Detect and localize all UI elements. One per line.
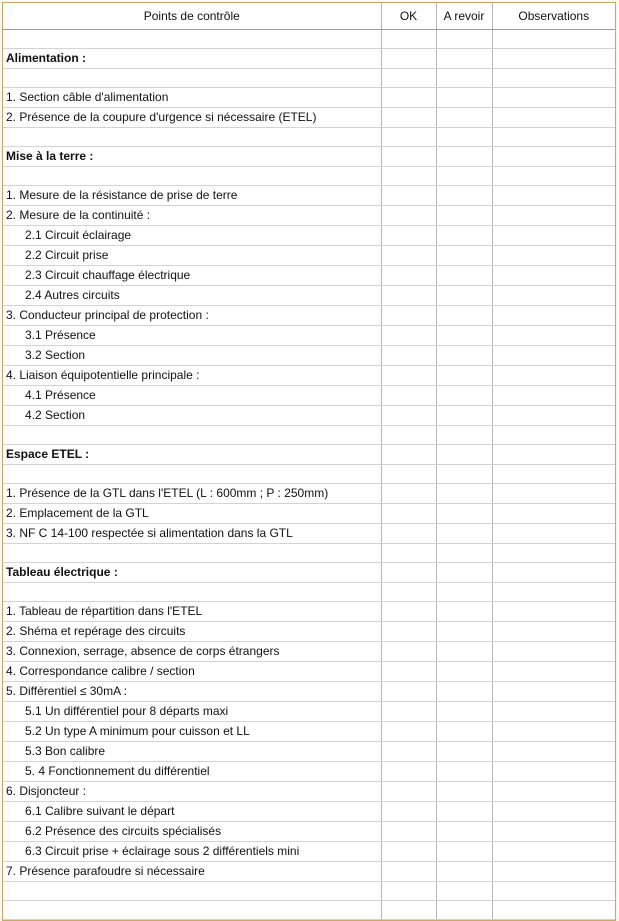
a-revoir-cell[interactable]: [436, 682, 492, 702]
observations-cell[interactable]: [492, 544, 615, 563]
a-revoir-cell[interactable]: [436, 406, 492, 426]
observations-cell[interactable]: [492, 504, 615, 524]
a-revoir-cell[interactable]: [436, 544, 492, 563]
observations-cell[interactable]: [492, 206, 615, 226]
observations-cell[interactable]: [492, 862, 615, 882]
ok-cell[interactable]: [381, 662, 436, 682]
a-revoir-cell[interactable]: [436, 266, 492, 286]
checkpoint-label: [3, 69, 381, 88]
checkpoint-label: 3. Connexion, serrage, absence de corps étrangers: [3, 642, 381, 662]
ok-cell[interactable]: [381, 642, 436, 662]
table-row: [3, 642, 615, 662]
table-row: [3, 722, 615, 742]
checkpoint-label: 5. Différentiel ≤ 30mA :: [3, 682, 381, 702]
table-row: [3, 286, 615, 306]
a-revoir-cell[interactable]: [436, 702, 492, 722]
ok-cell[interactable]: [381, 30, 436, 49]
a-revoir-cell[interactable]: [436, 346, 492, 366]
checkpoint-label: 2. Shéma et repérage des circuits: [3, 622, 381, 642]
observations-cell[interactable]: [492, 306, 615, 326]
ok-cell[interactable]: [381, 445, 436, 465]
ok-cell[interactable]: [381, 386, 436, 406]
table-row: [3, 108, 615, 128]
checkpoint-label: 2. Emplacement de la GTL: [3, 504, 381, 524]
checkpoint-label: 2. Mesure de la continuité :: [3, 206, 381, 226]
checkpoint-label: 6.2 Présence des circuits spécialisés: [3, 822, 381, 842]
observations-cell[interactable]: [492, 682, 615, 702]
observations-cell[interactable]: [492, 49, 615, 69]
a-revoir-cell[interactable]: [436, 602, 492, 622]
observations-cell[interactable]: [492, 782, 615, 802]
ok-cell[interactable]: [381, 882, 436, 901]
table-row: [3, 822, 615, 842]
observations-cell[interactable]: [492, 88, 615, 108]
a-revoir-cell[interactable]: [436, 504, 492, 524]
checkpoint-label: 2.3 Circuit chauffage électrique: [3, 266, 381, 286]
observations-cell[interactable]: [492, 802, 615, 822]
ok-cell[interactable]: [381, 266, 436, 286]
checkpoint-label: 1. Présence de la GTL dans l'ETEL (L : 600mm ; P : 250mm): [3, 484, 381, 504]
observations-cell[interactable]: [492, 286, 615, 306]
observations-cell[interactable]: [492, 406, 615, 426]
table-row: [3, 406, 615, 426]
ok-cell[interactable]: [381, 802, 436, 822]
ok-cell[interactable]: [381, 69, 436, 88]
a-revoir-cell[interactable]: [436, 88, 492, 108]
a-revoir-cell[interactable]: [436, 662, 492, 682]
header-points-de-controle: Points de contrôle: [3, 3, 381, 30]
a-revoir-cell[interactable]: [436, 822, 492, 842]
observations-cell[interactable]: [492, 722, 615, 742]
table-row: [3, 762, 615, 782]
section-row: [3, 49, 615, 69]
section-row: [3, 445, 615, 465]
header-observations: Observations: [492, 3, 615, 30]
a-revoir-cell[interactable]: [436, 842, 492, 862]
a-revoir-cell[interactable]: [436, 167, 492, 186]
a-revoir-cell[interactable]: [436, 524, 492, 544]
checkpoint-label: [3, 426, 381, 445]
a-revoir-cell[interactable]: [436, 563, 492, 583]
checkpoint-label: 2.2 Circuit prise: [3, 246, 381, 266]
ok-cell[interactable]: [381, 782, 436, 802]
a-revoir-cell[interactable]: [436, 862, 492, 882]
ok-cell[interactable]: [381, 108, 436, 128]
table-row: [3, 602, 615, 622]
blank-row: [3, 882, 615, 901]
a-revoir-cell[interactable]: [436, 147, 492, 167]
checkpoint-label: [3, 167, 381, 186]
checkpoint-label: 1. Section câble d'alimentation: [3, 88, 381, 108]
checkpoint-label: 3. NF C 14-100 respectée si alimentation dans la GTL: [3, 524, 381, 544]
a-revoir-cell[interactable]: [436, 762, 492, 782]
a-revoir-cell[interactable]: [436, 445, 492, 465]
table-row: [3, 782, 615, 802]
ok-cell[interactable]: [381, 622, 436, 642]
ok-cell[interactable]: [381, 484, 436, 504]
table-row: [3, 306, 615, 326]
ok-cell[interactable]: [381, 167, 436, 186]
a-revoir-cell[interactable]: [436, 722, 492, 742]
ok-cell[interactable]: [381, 822, 436, 842]
a-revoir-cell[interactable]: [436, 802, 492, 822]
observations-cell[interactable]: [492, 642, 615, 662]
a-revoir-cell[interactable]: [436, 306, 492, 326]
ok-cell[interactable]: [381, 722, 436, 742]
section-title: Mise à la terre :: [3, 147, 381, 167]
observations-cell[interactable]: [492, 465, 615, 484]
ok-cell[interactable]: [381, 306, 436, 326]
blank-row: [3, 69, 615, 88]
section-title: Espace ETEL :: [3, 445, 381, 465]
ok-cell[interactable]: [381, 583, 436, 602]
observations-cell[interactable]: [492, 583, 615, 602]
ok-cell[interactable]: [381, 246, 436, 266]
ok-cell[interactable]: [381, 346, 436, 366]
ok-cell[interactable]: [381, 702, 436, 722]
a-revoir-cell[interactable]: [436, 246, 492, 266]
checkpoint-label: 7. Présence parafoudre si nécessaire: [3, 862, 381, 882]
ok-cell[interactable]: [381, 504, 436, 524]
checkpoint-label: 4. Correspondance calibre / section: [3, 662, 381, 682]
table-row: [3, 326, 615, 346]
ok-cell[interactable]: [381, 465, 436, 484]
ok-cell[interactable]: [381, 286, 436, 306]
checkpoint-label: [3, 30, 381, 49]
ok-cell[interactable]: [381, 862, 436, 882]
observations-cell[interactable]: [492, 742, 615, 762]
a-revoir-cell[interactable]: [436, 128, 492, 147]
a-revoir-cell[interactable]: [436, 30, 492, 49]
ok-cell[interactable]: [381, 524, 436, 544]
checklist-table: [3, 3, 615, 920]
a-revoir-cell[interactable]: [436, 69, 492, 88]
blank-row: [3, 544, 615, 563]
ok-cell[interactable]: [381, 563, 436, 583]
ok-cell[interactable]: [381, 602, 436, 622]
table-row: [3, 862, 615, 882]
blank-row: [3, 583, 615, 602]
observations-cell[interactable]: [492, 266, 615, 286]
blank-row: [3, 426, 615, 445]
observations-cell[interactable]: [492, 186, 615, 206]
checkpoint-label: [3, 128, 381, 147]
table-row: [3, 484, 615, 504]
checkpoint-label: [3, 465, 381, 484]
checkpoint-label: 3.1 Présence: [3, 326, 381, 346]
observations-cell[interactable]: [492, 246, 615, 266]
checkpoint-label: 4.2 Section: [3, 406, 381, 426]
observations-cell[interactable]: [492, 366, 615, 386]
ok-cell[interactable]: [381, 426, 436, 445]
section-title: Tableau électrique :: [3, 563, 381, 583]
table-row: [3, 366, 615, 386]
table-row: [3, 622, 615, 642]
checkpoint-label: [3, 882, 381, 901]
table-row: [3, 346, 615, 366]
observations-cell[interactable]: [492, 426, 615, 445]
observations-cell[interactable]: [492, 524, 615, 544]
checkpoint-label: 5.2 Un type A minimum pour cuisson et LL: [3, 722, 381, 742]
checkpoint-label: 3. Conducteur principal de protection :: [3, 306, 381, 326]
table-row: [3, 682, 615, 702]
checkpoint-label: 5. 4 Fonctionnement du différentiel: [3, 762, 381, 782]
table-row: [3, 842, 615, 862]
a-revoir-cell[interactable]: [436, 326, 492, 346]
checkpoint-label: 6. Disjoncteur :: [3, 782, 381, 802]
checkpoint-label: 1. Mesure de la résistance de prise de terre: [3, 186, 381, 206]
ok-cell[interactable]: [381, 186, 436, 206]
checkpoint-label: 3.2 Section: [3, 346, 381, 366]
a-revoir-cell[interactable]: [436, 583, 492, 602]
table-row: [3, 742, 615, 762]
a-revoir-cell[interactable]: [436, 484, 492, 504]
a-revoir-cell[interactable]: [436, 465, 492, 484]
checkpoint-label: 2.1 Circuit éclairage: [3, 226, 381, 246]
ok-cell[interactable]: [381, 842, 436, 862]
table-row: [3, 246, 615, 266]
table-row: [3, 186, 615, 206]
ok-cell[interactable]: [381, 742, 436, 762]
a-revoir-cell[interactable]: [436, 642, 492, 662]
observations-cell[interactable]: [492, 842, 615, 862]
observations-cell[interactable]: [492, 147, 615, 167]
ok-cell[interactable]: [381, 762, 436, 782]
checkpoint-label: [3, 544, 381, 563]
a-revoir-cell[interactable]: [436, 49, 492, 69]
checkpoint-label: 5.3 Bon calibre: [3, 742, 381, 762]
observations-cell[interactable]: [492, 445, 615, 465]
table-row: [3, 504, 615, 524]
blank-row: [3, 465, 615, 484]
table-row: [3, 226, 615, 246]
a-revoir-cell[interactable]: [436, 206, 492, 226]
observations-cell[interactable]: [492, 622, 615, 642]
ok-cell[interactable]: [381, 326, 436, 346]
ok-cell[interactable]: [381, 147, 436, 167]
observations-cell[interactable]: [492, 326, 615, 346]
ok-cell[interactable]: [381, 682, 436, 702]
a-revoir-cell[interactable]: [436, 742, 492, 762]
table-row: [3, 702, 615, 722]
checkpoint-label: 4.1 Présence: [3, 386, 381, 406]
observations-cell[interactable]: [492, 226, 615, 246]
ok-cell[interactable]: [381, 206, 436, 226]
ok-cell[interactable]: [381, 88, 436, 108]
checkpoint-label: [3, 583, 381, 602]
blank-row: [3, 167, 615, 186]
checkpoint-label: 2.4 Autres circuits: [3, 286, 381, 306]
section-row: [3, 147, 615, 167]
checkpoint-label: 2. Présence de la coupure d'urgence si nécessaire (ETEL): [3, 108, 381, 128]
table-row: [3, 266, 615, 286]
table-row: [3, 802, 615, 822]
table-row: [3, 524, 615, 544]
header-a-revoir: A revoir: [436, 3, 492, 30]
a-revoir-cell[interactable]: [436, 386, 492, 406]
checkpoint-label: 6.1 Calibre suivant le départ: [3, 802, 381, 822]
blank-row: [3, 30, 615, 49]
ok-cell[interactable]: [381, 49, 436, 69]
a-revoir-cell[interactable]: [436, 186, 492, 206]
observations-cell[interactable]: [492, 108, 615, 128]
ok-cell[interactable]: [381, 128, 436, 147]
observations-cell[interactable]: [492, 702, 615, 722]
a-revoir-cell[interactable]: [436, 226, 492, 246]
observations-cell[interactable]: [492, 386, 615, 406]
observations-cell[interactable]: [492, 484, 615, 504]
a-revoir-cell[interactable]: [436, 286, 492, 306]
ok-cell[interactable]: [381, 544, 436, 563]
table-row: [3, 88, 615, 108]
observations-cell[interactable]: [492, 822, 615, 842]
ok-cell[interactable]: [381, 366, 436, 386]
checkpoint-label: 6.3 Circuit prise + éclairage sous 2 différentiels mini: [3, 842, 381, 862]
observations-cell[interactable]: [492, 346, 615, 366]
table-row: [3, 386, 615, 406]
observations-cell[interactable]: [492, 563, 615, 583]
observations-cell[interactable]: [492, 602, 615, 622]
table-row: [3, 206, 615, 226]
checkpoint-label: 4. Liaison équipotentielle principale :: [3, 366, 381, 386]
header-ok: OK: [381, 3, 436, 30]
observations-cell[interactable]: [492, 167, 615, 186]
a-revoir-cell[interactable]: [436, 366, 492, 386]
table-row: [3, 662, 615, 682]
a-revoir-cell[interactable]: [436, 108, 492, 128]
a-revoir-cell[interactable]: [436, 426, 492, 445]
observations-cell[interactable]: [492, 128, 615, 147]
a-revoir-cell[interactable]: [436, 782, 492, 802]
observations-cell[interactable]: [492, 662, 615, 682]
header-row: [3, 3, 615, 30]
section-title: Alimentation :: [3, 49, 381, 69]
observations-cell[interactable]: [492, 882, 615, 901]
blank-row: [3, 128, 615, 147]
observations-cell[interactable]: [492, 30, 615, 49]
observations-cell[interactable]: [492, 69, 615, 88]
checklist-frame: [2, 2, 616, 921]
a-revoir-cell[interactable]: [436, 622, 492, 642]
a-revoir-cell[interactable]: [436, 882, 492, 901]
section-row: [3, 563, 615, 583]
ok-cell[interactable]: [381, 406, 436, 426]
ok-cell[interactable]: [381, 226, 436, 246]
checkpoint-label: 1. Tableau de répartition dans l'ETEL: [3, 602, 381, 622]
observations-cell[interactable]: [492, 762, 615, 782]
checkpoint-label: 5.1 Un différentiel pour 8 départs maxi: [3, 702, 381, 722]
